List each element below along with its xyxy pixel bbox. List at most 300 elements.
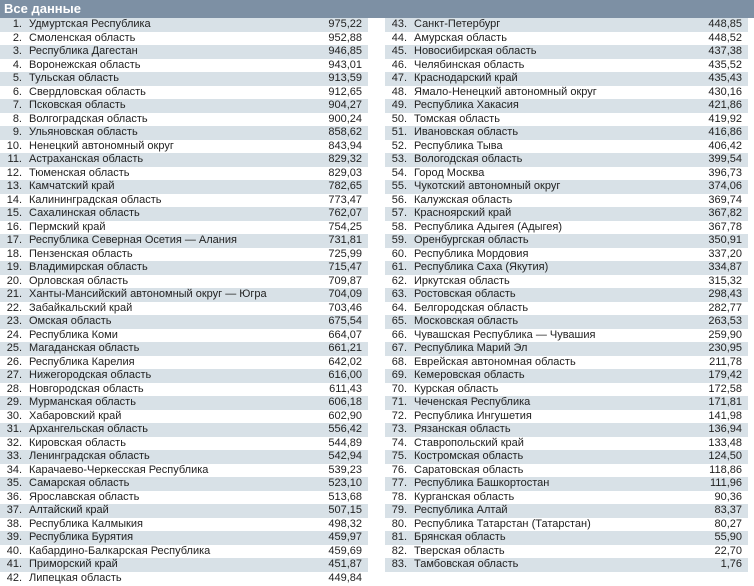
table-row: [385, 558, 748, 572]
row-region-name: Курская область: [414, 382, 499, 395]
row-region-name: Камчатский край: [29, 180, 115, 192]
row-rank: 34.: [6, 463, 22, 476]
row-region-name: Ленинградская область: [29, 450, 150, 462]
row-value: 709,87: [328, 274, 362, 287]
table-row: [385, 369, 748, 383]
row-value: 829,03: [328, 166, 362, 179]
row-rank: 32.: [6, 436, 22, 449]
row-region-name: Хабаровский край: [29, 409, 122, 422]
row-region-name: Чеченская Республика: [414, 396, 531, 408]
table-row: [0, 234, 368, 248]
row-region-name: Ямало-Ненецкий автономный округ: [414, 85, 597, 98]
row-rank: 27.: [6, 369, 22, 381]
row-rank: 42.: [6, 571, 22, 584]
table-row: [385, 86, 748, 100]
row-rank: 76.: [391, 463, 407, 476]
table-row: [385, 234, 748, 248]
row-value: 419,92: [708, 112, 742, 125]
table-row: [0, 464, 368, 478]
row-region-name: Республика Мордовия: [414, 247, 529, 260]
row-value: 542,94: [328, 450, 362, 462]
row-region-name: Вологодская область: [414, 153, 523, 165]
table-row: [0, 261, 368, 275]
row-value: 298,43: [708, 288, 742, 300]
row-rank: 22.: [6, 301, 22, 314]
row-value: 172,58: [708, 382, 742, 395]
row-value: 762,07: [328, 207, 362, 219]
row-region-name: Брянская область: [414, 531, 506, 543]
table-row: [0, 167, 368, 181]
row-region-name: Тюменская область: [29, 166, 130, 179]
table-row: [0, 315, 368, 329]
row-rank: 71.: [391, 396, 407, 408]
row-value: 211,78: [709, 355, 742, 368]
row-rank: 47.: [391, 72, 407, 84]
table-row: [385, 410, 748, 424]
row-region-name: Еврейская автономная область: [414, 355, 576, 368]
row-value: 1,76: [720, 558, 742, 570]
row-value: 334,87: [708, 261, 742, 273]
row-region-name: Амурская область: [414, 31, 507, 44]
table-row: [0, 140, 368, 154]
table-row: [0, 32, 368, 46]
table-row: [385, 450, 748, 464]
row-rank: 11.: [7, 153, 22, 165]
row-region-name: Смоленская область: [29, 31, 136, 44]
row-region-name: Кабардино-Балкарская Республика: [29, 544, 211, 557]
row-value: 337,20: [708, 247, 742, 260]
row-region-name: Новгородская область: [29, 382, 144, 395]
row-region-name: Калужская область: [414, 193, 513, 206]
row-rank: 77.: [391, 477, 407, 489]
row-region-name: Архангельская область: [29, 423, 148, 435]
row-rank: 62.: [391, 274, 407, 287]
table-row: [0, 356, 368, 370]
table-row: [0, 491, 368, 505]
row-rank: 23.: [6, 315, 22, 327]
row-value: 350,91: [708, 234, 742, 246]
row-value: 171,81: [708, 396, 742, 408]
row-rank: 49.: [391, 99, 407, 111]
row-value: 448,52: [708, 31, 742, 44]
row-region-name: Челябинская область: [414, 58, 525, 71]
row-rank: 18.: [6, 247, 22, 260]
row-rank: 74.: [391, 436, 407, 449]
row-region-name: Ставропольский край: [414, 436, 524, 449]
row-rank: 59.: [391, 234, 407, 246]
table-row: [385, 18, 748, 32]
row-rank: 19.: [6, 261, 22, 273]
row-value: 315,32: [708, 274, 742, 287]
table-column-right: [385, 18, 748, 572]
row-region-name: Рязанская область: [414, 423, 511, 435]
table-row: [0, 572, 368, 586]
row-rank: 53.: [391, 153, 407, 165]
row-rank: 2.: [12, 31, 22, 44]
row-region-name: Кировская область: [29, 436, 126, 449]
row-rank: 30.: [6, 409, 22, 422]
table-row: [385, 248, 748, 262]
table-row: [0, 72, 368, 86]
row-value: 829,32: [328, 153, 362, 165]
row-rank: 65.: [391, 315, 407, 327]
table-row: [0, 558, 368, 572]
row-value: 451,87: [328, 558, 362, 570]
row-rank: 60.: [391, 247, 407, 260]
row-value: 179,42: [708, 369, 742, 381]
row-region-name: Ульяновская область: [29, 126, 138, 138]
table-row: [385, 545, 748, 559]
table-row: [385, 113, 748, 127]
row-rank: 44.: [391, 31, 407, 44]
row-region-name: Орловская область: [29, 274, 129, 287]
row-rank: 83.: [391, 558, 407, 570]
row-value: 675,54: [328, 315, 362, 327]
table-row: [0, 194, 368, 208]
row-region-name: Чукотский автономный округ: [414, 180, 561, 192]
row-region-name: Омская область: [29, 315, 112, 327]
row-value: 507,15: [328, 504, 362, 516]
row-rank: 25.: [6, 342, 22, 354]
table-row: [385, 302, 748, 316]
row-value: 55,90: [714, 531, 742, 543]
row-value: 602,90: [328, 409, 362, 422]
row-rank: 1.: [12, 18, 22, 30]
row-region-name: Волгоградская область: [29, 112, 148, 125]
table-row: [0, 545, 368, 559]
row-region-name: Новосибирская область: [414, 45, 537, 57]
table-row: [385, 275, 748, 289]
row-region-name: Чувашская Республика — Чувашия: [414, 328, 596, 341]
table-row: [385, 396, 748, 410]
row-value: 946,85: [328, 45, 362, 57]
row-rank: 66.: [391, 328, 407, 341]
table-row: [0, 477, 368, 491]
row-region-name: Нижегородская область: [29, 369, 152, 381]
row-rank: 16.: [6, 220, 22, 233]
table-row: [385, 140, 748, 154]
row-value: 374,06: [708, 180, 742, 192]
table-row: [0, 410, 368, 424]
table-row: [385, 72, 748, 86]
table-row: [0, 248, 368, 262]
row-value: 858,62: [328, 126, 362, 138]
row-value: 369,74: [708, 193, 742, 206]
row-region-name: Республика Татарстан (Татарстан): [414, 517, 591, 530]
row-rank: 12.: [6, 166, 22, 179]
row-rank: 3.: [12, 45, 22, 57]
row-value: 111,96: [709, 477, 742, 489]
row-value: 230,95: [708, 342, 742, 354]
row-region-name: Республика Ингушетия: [414, 409, 532, 422]
table-row: [385, 423, 748, 437]
row-rank: 5.: [12, 72, 22, 84]
row-value: 616,00: [328, 369, 362, 381]
row-rank: 78.: [391, 490, 407, 503]
table-row: [385, 356, 748, 370]
row-value: 843,94: [328, 139, 362, 152]
row-region-name: Республика Бурятия: [29, 531, 134, 543]
table-column-left: [0, 18, 368, 585]
row-region-name: Мурманская область: [29, 396, 136, 408]
row-rank: 57.: [391, 207, 407, 219]
table-row: [385, 531, 748, 545]
row-region-name: Алтайский край: [29, 504, 109, 516]
row-rank: 70.: [391, 382, 407, 395]
row-region-name: Республика Саха (Якутия): [414, 261, 549, 273]
row-value: 703,46: [328, 301, 362, 314]
row-region-name: Ярославская область: [29, 490, 140, 503]
table-row: [385, 464, 748, 478]
row-region-name: Республика Калмыкия: [29, 517, 143, 530]
table-row: [0, 450, 368, 464]
row-region-name: Астраханская область: [29, 153, 144, 165]
table-row: [385, 477, 748, 491]
row-region-name: Ивановская область: [414, 126, 519, 138]
row-value: 661,21: [328, 342, 362, 354]
row-region-name: Псковская область: [29, 99, 126, 111]
row-value: 124,50: [708, 450, 742, 462]
table-row: [0, 437, 368, 451]
row-value: 773,47: [328, 193, 362, 206]
row-region-name: Калининградская область: [29, 193, 162, 206]
row-region-name: Воронежская область: [29, 58, 141, 71]
row-value: 664,07: [328, 328, 362, 341]
table-row: [385, 153, 748, 167]
table-row: [385, 329, 748, 343]
row-region-name: Краснодарский край: [414, 72, 518, 84]
row-region-name: Республика Хакасия: [414, 99, 519, 111]
row-region-name: Республика Башкортостан: [414, 477, 550, 489]
table-row: [385, 45, 748, 59]
row-rank: 31.: [6, 423, 22, 435]
row-value: 556,42: [328, 423, 362, 435]
row-region-name: Удмуртская Республика: [29, 18, 151, 30]
row-value: 913,59: [328, 72, 362, 84]
row-rank: 51.: [391, 126, 407, 138]
table-row: [385, 261, 748, 275]
row-rank: 17.: [6, 234, 22, 246]
table-row: [385, 59, 748, 73]
row-value: 952,88: [328, 31, 362, 44]
row-region-name: Костромская область: [414, 450, 524, 462]
table-row: [0, 342, 368, 356]
row-region-name: Республика Коми: [29, 328, 118, 341]
row-rank: 37.: [6, 504, 22, 516]
row-rank: 68.: [391, 355, 407, 368]
table-row: [385, 518, 748, 532]
row-rank: 43.: [391, 18, 407, 30]
table-row: [0, 180, 368, 194]
table-row: [0, 423, 368, 437]
row-rank: 15.: [6, 207, 22, 219]
row-rank: 64.: [391, 301, 407, 314]
row-value: 904,27: [328, 99, 362, 111]
row-region-name: Курганская область: [414, 490, 515, 503]
row-value: 399,54: [708, 153, 742, 165]
table-row: [0, 302, 368, 316]
row-region-name: Республика Дагестан: [29, 45, 138, 57]
table-row: [0, 99, 368, 113]
row-value: 421,86: [708, 99, 742, 111]
row-value: 731,81: [328, 234, 362, 246]
row-value: 416,86: [708, 126, 742, 138]
row-rank: 26.: [6, 355, 22, 368]
row-value: 430,16: [708, 85, 742, 98]
table-row: [385, 437, 748, 451]
row-rank: 20.: [6, 274, 22, 287]
row-region-name: Ханты-Мансийский автономный округ — Югра: [29, 288, 267, 300]
table-row: [385, 504, 748, 518]
row-value: 539,23: [328, 463, 362, 476]
row-value: 435,52: [708, 58, 742, 71]
row-value: 459,69: [328, 544, 362, 557]
row-value: 136,94: [708, 423, 742, 435]
row-rank: 13.: [6, 180, 22, 192]
row-region-name: Саратовская область: [414, 463, 524, 476]
row-value: 22,70: [714, 544, 742, 557]
row-value: 498,32: [328, 517, 362, 530]
row-value: 975,22: [328, 18, 362, 30]
table-row: [0, 383, 368, 397]
row-region-name: Самарская область: [29, 477, 130, 489]
row-region-name: Московская область: [414, 315, 519, 327]
row-rank: 21.: [6, 288, 22, 300]
row-value: 282,77: [708, 301, 742, 314]
table-row: [0, 288, 368, 302]
table-row: [385, 315, 748, 329]
row-region-name: Липецкая область: [29, 571, 122, 584]
row-rank: 48.: [391, 85, 407, 98]
row-rank: 81.: [391, 531, 407, 543]
row-region-name: Тамбовская область: [414, 558, 519, 570]
row-rank: 82.: [391, 544, 407, 557]
row-rank: 14.: [6, 193, 22, 206]
row-value: 435,43: [708, 72, 742, 84]
row-region-name: Сахалинская область: [29, 207, 140, 219]
row-value: 449,84: [328, 571, 362, 584]
row-rank: 72.: [391, 409, 407, 422]
row-value: 80,27: [714, 517, 742, 530]
table-row: [385, 288, 748, 302]
ranking-table: [0, 18, 754, 585]
row-rank: 24.: [6, 328, 22, 341]
table-row: [385, 491, 748, 505]
row-region-name: Республика Северная Осетия — Алания: [29, 234, 237, 246]
row-rank: 41.: [6, 558, 22, 570]
row-region-name: Ненецкий автономный округ: [29, 139, 174, 152]
table-row: [0, 59, 368, 73]
row-rank: 39.: [6, 531, 22, 543]
table-row: [385, 342, 748, 356]
row-value: 611,43: [329, 382, 362, 395]
row-rank: 52.: [391, 139, 407, 152]
row-rank: 54.: [391, 166, 407, 179]
row-rank: 28.: [6, 382, 22, 395]
row-rank: 6.: [12, 85, 22, 98]
table-row: [385, 180, 748, 194]
row-rank: 55.: [391, 180, 407, 192]
row-rank: 73.: [391, 423, 407, 435]
row-value: 367,78: [708, 220, 742, 233]
row-rank: 56.: [391, 193, 407, 206]
row-rank: 10.: [6, 139, 22, 152]
row-region-name: Ростовская область: [414, 288, 516, 300]
panel-header: [0, 0, 754, 18]
table-row: [0, 531, 368, 545]
row-value: 141,98: [708, 409, 742, 422]
row-rank: 58.: [391, 220, 407, 233]
row-rank: 7.: [12, 99, 22, 111]
row-rank: 9.: [12, 126, 22, 138]
row-rank: 33.: [6, 450, 22, 462]
table-row: [385, 126, 748, 140]
row-value: 133,48: [708, 436, 742, 449]
row-value: 263,53: [708, 315, 742, 327]
row-region-name: Кемеровская область: [414, 369, 525, 381]
row-rank: 4.: [12, 58, 22, 71]
row-rank: 79.: [391, 504, 407, 516]
row-rank: 80.: [391, 517, 407, 530]
row-region-name: Республика Алтай: [414, 504, 508, 516]
row-value: 943,01: [328, 58, 362, 71]
row-region-name: Санкт-Петербург: [414, 18, 501, 30]
table-row: [0, 504, 368, 518]
row-value: 259,90: [708, 328, 742, 341]
table-row: [385, 221, 748, 235]
row-region-name: Республика Адыгея (Адыгея): [414, 220, 563, 233]
row-value: 437,38: [708, 45, 742, 57]
table-row: [0, 396, 368, 410]
table-row: [0, 45, 368, 59]
row-value: 704,09: [328, 288, 362, 300]
table-row: [0, 126, 368, 140]
row-region-name: Пензенская область: [29, 247, 133, 260]
row-rank: 45.: [391, 45, 407, 57]
row-region-name: Белгородская область: [414, 301, 529, 314]
row-value: 912,65: [328, 85, 362, 98]
row-rank: 35.: [6, 477, 22, 489]
row-rank: 75.: [391, 450, 407, 462]
row-value: 367,82: [708, 207, 742, 219]
table-row: [0, 113, 368, 127]
row-rank: 63.: [391, 288, 407, 300]
table-row: [385, 383, 748, 397]
row-value: 900,24: [328, 112, 362, 125]
row-rank: 50.: [391, 112, 407, 125]
row-region-name: Томская область: [414, 112, 500, 125]
table-row: [385, 99, 748, 113]
table-row: [0, 86, 368, 100]
row-region-name: Город Москва: [414, 166, 485, 179]
row-rank: 67.: [391, 342, 407, 354]
table-row: [0, 153, 368, 167]
table-row: [0, 207, 368, 221]
row-rank: 36.: [6, 490, 22, 503]
row-value: 83,37: [714, 504, 742, 516]
row-value: 406,42: [708, 139, 742, 152]
row-value: 642,02: [328, 355, 362, 368]
row-rank: 46.: [391, 58, 407, 71]
row-region-name: Красноярский край: [414, 207, 512, 219]
table-row: [0, 518, 368, 532]
table-row: [0, 329, 368, 343]
table-row: [385, 32, 748, 46]
row-value: 448,85: [708, 18, 742, 30]
row-value: 782,65: [328, 180, 362, 192]
row-value: 396,73: [708, 166, 742, 179]
row-value: 118,86: [709, 463, 742, 476]
